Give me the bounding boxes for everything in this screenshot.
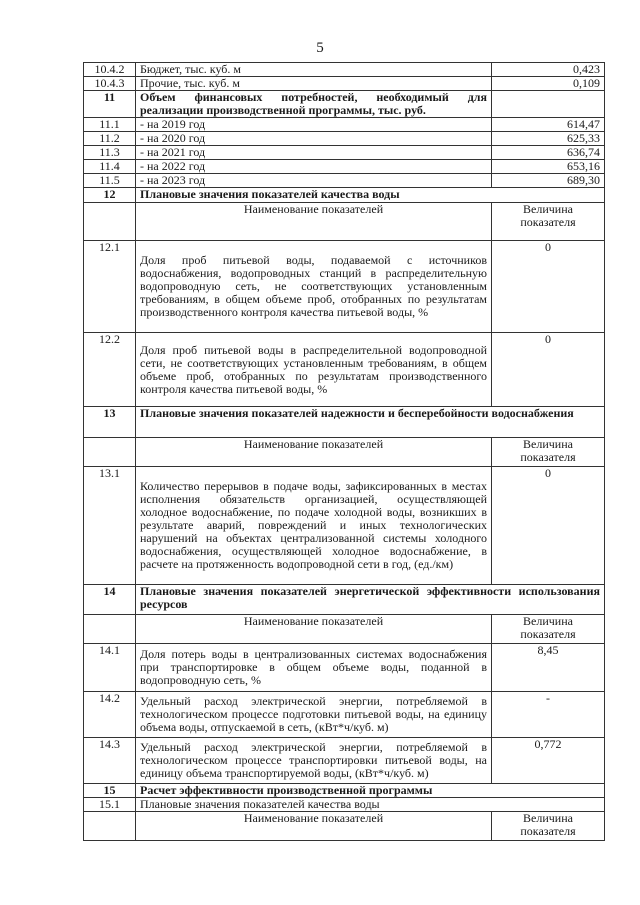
section-row xyxy=(84,407,605,438)
table-row xyxy=(84,738,605,784)
section-number: 12 xyxy=(84,188,136,203)
row-number: 11.4 xyxy=(84,160,136,174)
table-row xyxy=(84,118,605,132)
row-number: 11.3 xyxy=(84,146,136,160)
row-number: 14.2 xyxy=(84,692,136,738)
header-row xyxy=(84,812,605,841)
row-number: 12.2 xyxy=(84,333,136,407)
column-header-value: Величина показателя xyxy=(492,812,605,841)
row-value: 653,16 xyxy=(492,160,605,174)
section-row xyxy=(84,188,605,203)
row-number: 13.1 xyxy=(84,467,136,585)
program-table xyxy=(83,62,605,841)
row-value: 0,109 xyxy=(492,77,605,91)
row-text: Доля проб питьевой воды в распределительной водопроводной сети, не соответствующих установленным требованиям, в общем объеме проб, отобранных по результатам производственного контроля качества питьевой воды, % xyxy=(136,333,492,407)
row-text: Количество перерывов в подаче воды, зафиксированных в местах исполнения обязательств организацией, осуществляющей холодное водоснабжение, по подаче холодной воды, возникших в результате аварий, повреждений и иных технологических нарушений на объектах централизованной системы холодного водоснабжения, осуществляющей холодное водоснабжение, в расчете на протяженность водопроводной сети в год, (ед./км) xyxy=(136,467,492,585)
section-row xyxy=(84,585,605,615)
row-text: - на 2021 год xyxy=(136,146,492,160)
row-number: 10.4.2 xyxy=(84,63,136,77)
row-number: 11.5 xyxy=(84,174,136,188)
row-number: 15.1 xyxy=(84,798,136,812)
table-row xyxy=(84,798,605,812)
row-value: 636,74 xyxy=(492,146,605,160)
row-text: Бюджет, тыс. куб. м xyxy=(136,63,492,77)
row-text: Удельный расход электрической энергии, потребляемой в технологическом процессе подготовки питьевой воды, на единицу объема воды, отпускаемой в сеть, (кВт*ч/куб. м) xyxy=(136,692,492,738)
row-value: - xyxy=(492,692,605,738)
page-number: 5 xyxy=(316,40,324,56)
row-value: 8,45 xyxy=(492,644,605,692)
table-row xyxy=(84,692,605,738)
table-row xyxy=(84,160,605,174)
column-header-value: Величина показателя xyxy=(492,438,605,467)
row-value: 0,772 xyxy=(492,738,605,784)
column-header-name: Наименование показателей xyxy=(136,615,492,644)
section-title: Плановые значения показателей энергетической эффективности использования ресурсов xyxy=(136,585,605,615)
table-row xyxy=(84,644,605,692)
column-header-name: Наименование показателей xyxy=(136,203,492,241)
empty-cell xyxy=(84,438,136,467)
empty-cell xyxy=(84,203,136,241)
section-row xyxy=(84,784,605,798)
table-row xyxy=(84,146,605,160)
column-header-name: Наименование показателей xyxy=(136,812,492,841)
row-number: 10.4.3 xyxy=(84,77,136,91)
row-number: 14.3 xyxy=(84,738,136,784)
row-value: 0 xyxy=(492,333,605,407)
table-row xyxy=(84,333,605,407)
row-number: 12.1 xyxy=(84,241,136,333)
row-value: 614,47 xyxy=(492,118,605,132)
row-text: Доля потерь воды в централизованных системах водоснабжения при транспортировке в общем объеме воды, поданной в водопроводную сеть, % xyxy=(136,644,492,692)
row-value: 0 xyxy=(492,241,605,333)
row-value: 689,30 xyxy=(492,174,605,188)
row-text: - на 2020 год xyxy=(136,132,492,146)
table-row xyxy=(84,77,605,91)
section-row xyxy=(84,91,605,118)
row-number: 11.1 xyxy=(84,118,136,132)
row-text: - на 2022 год xyxy=(136,160,492,174)
table-row xyxy=(84,63,605,77)
row-text: Доля проб питьевой воды, подаваемой с источников водоснабжения, водопроводных станций в распределительную водопроводную сеть, не соответствующих установленным требованиям, в общем объеме проб, отобранных по результатам производственного контроля качества питьевой воды, % xyxy=(136,241,492,333)
section-number: 14 xyxy=(84,585,136,615)
table-row xyxy=(84,467,605,585)
empty-cell xyxy=(84,812,136,841)
column-header-name: Наименование показателей xyxy=(136,438,492,467)
header-row xyxy=(84,438,605,467)
table-row xyxy=(84,132,605,146)
row-text: - на 2023 год xyxy=(136,174,492,188)
header-row xyxy=(84,615,605,644)
row-text: Прочие, тыс. куб. м xyxy=(136,77,492,91)
section-title: Плановые значения показателей надежности и бесперебойности водоснабжения xyxy=(136,407,605,438)
row-value: 625,33 xyxy=(492,132,605,146)
empty-cell xyxy=(492,91,605,118)
table-row xyxy=(84,174,605,188)
section-title: Расчет эффективности производственной программы xyxy=(136,784,605,798)
header-row xyxy=(84,203,605,241)
row-text: - на 2019 год xyxy=(136,118,492,132)
section-number: 15 xyxy=(84,784,136,798)
row-value: 0 xyxy=(492,467,605,585)
section-title: Плановые значения показателей качества воды xyxy=(136,188,605,203)
section-number: 11 xyxy=(84,91,136,118)
column-header-value: Величина показателя xyxy=(492,203,605,241)
column-header-value: Величина показателя xyxy=(492,615,605,644)
section-number: 13 xyxy=(84,407,136,438)
row-number: 14.1 xyxy=(84,644,136,692)
row-text: Плановые значения показателей качества воды xyxy=(136,798,605,812)
row-number: 11.2 xyxy=(84,132,136,146)
section-title: Объем финансовых потребностей, необходимый для реализации производственной программы, тыс. руб. xyxy=(136,91,492,118)
row-value: 0,423 xyxy=(492,63,605,77)
table-row xyxy=(84,241,605,333)
empty-cell xyxy=(84,615,136,644)
row-text: Удельный расход электрической энергии, потребляемой в технологическом процессе транспортировки питьевой воды, на единицу объема транспортируемой воды, (кВт*ч/куб. м) xyxy=(136,738,492,784)
